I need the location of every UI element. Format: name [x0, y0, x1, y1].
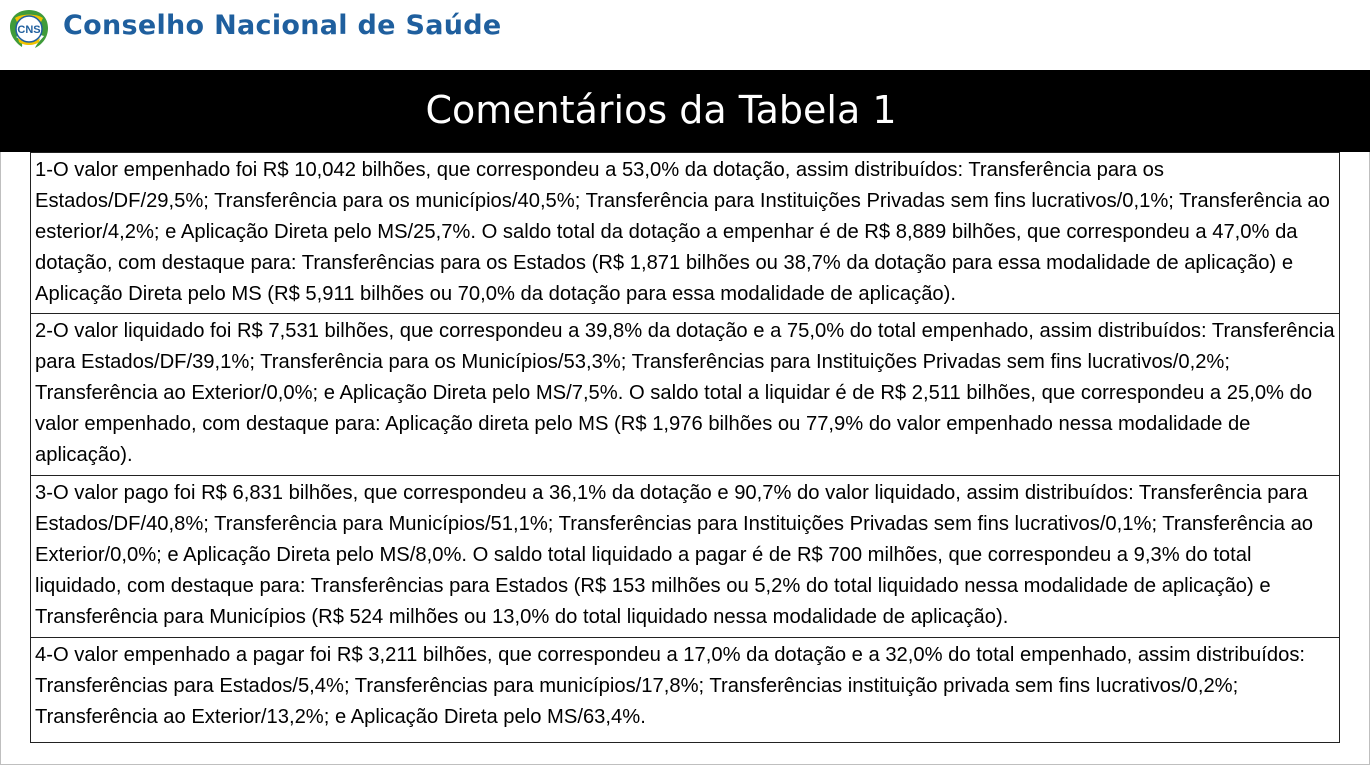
slide-header [0, 0, 1370, 70]
organization-name: Conselho Nacional de Saúde [63, 10, 502, 41]
cns-logo-icon [6, 6, 52, 52]
slide-title: Comentários da Tabela 1 [425, 88, 897, 132]
title-bar [0, 70, 1370, 152]
comment-cell-2: 2-O valor liquidado foi R$ 7,531 bilhões, que correspondeu a 39,8% da dotação e a 75,0% do total empenhado, assim distribuídos: Transferência para Estados/DF/39,1%; Transferência para os Municípios/53,3%; Transferências para Instituições Privadas sem fins lucrativos/0,2%; Transferência ao Exterior/0,0%; e Aplicação Direta pelo MS/7,5%. O saldo total a liquidar é de R$ 2,511 bilhões, que correspondeu a 25,0% do valor empenhado, com destaque para: Aplicação direta pelo MS (R$ 1,976 bilhões ou 77,9% do valor empenhado nessa modalidade de aplicação). [31, 314, 1340, 476]
comment-row [31, 153, 1340, 314]
comment-row [31, 476, 1340, 638]
comment-cell-1: 1-O valor empenhado foi R$ 10,042 bilhões, que correspondeu a 53,0% da dotação, assim distribuídos: Transferência para os Estados/DF/29,5%; Transferência para os municípios/40,5%; Transferência para Instituições Privadas sem fins lucrativos/0,1%; Transferência ao esterior/4,2%; e Aplicação Direta pelo MS/25,7%. O saldo total da dotação a empenhar é de R$ 8,889 bilhões, que correspondeu a 47,0% da dotação, com destaque para: Transferências para os Estados (R$ 1,871 bilhões ou 38,7% da dotação para essa modalidade de aplicação) e Aplicação Direta pelo MS (R$ 5,911 bilhões ou 70,0% da dotação para essa modalidade de aplicação). [31, 153, 1340, 314]
comments-table [30, 152, 1340, 743]
logo-text: CNS [17, 24, 41, 36]
comment-row [31, 638, 1340, 743]
comment-cell-3: 3-O valor pago foi R$ 6,831 bilhões, que correspondeu a 36,1% da dotação e 90,7% do valor liquidado, assim distribuídos: Transferência para Estados/DF/40,8%; Transferência para Municípios/51,1%; Transferências para Instituições Privadas sem fins lucrativos/0,1%; Transferência ao Exterior/0,0%; e Aplicação Direta pelo MS/8,0%. O saldo total liquidado a pagar é de R$ 700 milhões, que correspondeu a 9,3% do total liquidado, com destaque para: Transferências para Estados (R$ 153 milhões ou 5,2% do total liquidado nessa modalidade de aplicação) e Transferência para Municípios (R$ 524 milhões ou 13,0% do total liquidado nessa modalidade de aplicação). [31, 476, 1340, 638]
comment-row [31, 314, 1340, 476]
comment-cell-4: 4-O valor empenhado a pagar foi R$ 3,211 bilhões, que correspondeu a 17,0% da dotação e a 32,0% do total empenhado, assim distribuídos: Transferências para Estados/5,4%; Transferências para municípios/17,8%; Transferências instituição privada sem fins lucrativos/0,2%; Transferência ao Exterior/13,2%; e Aplicação Direta pelo MS/63,4%. [31, 638, 1340, 743]
